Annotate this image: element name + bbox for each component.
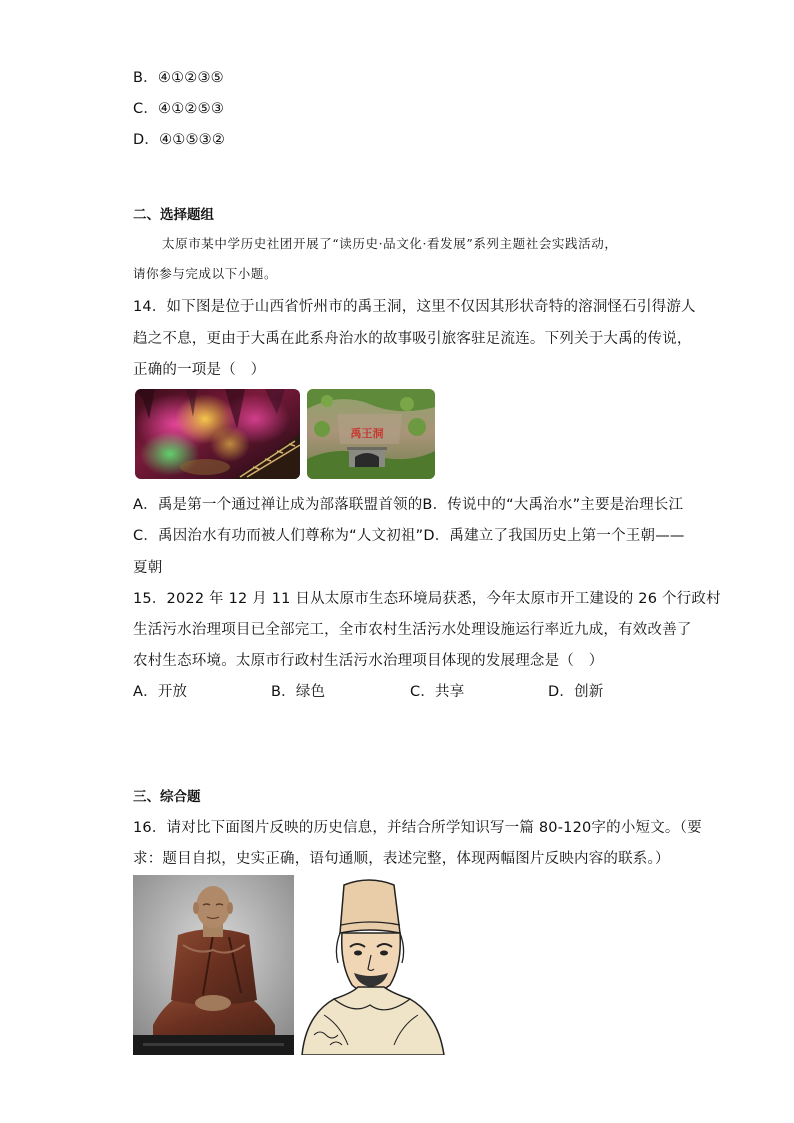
section3-heading: 三、综合题 xyxy=(133,789,201,805)
q14-stem-line1: 14．如下图是位于山西省忻州市的禹王洞，这里不仅因其形状奇特的溶洞怪石引得游人 xyxy=(133,299,696,315)
q15-stem-line1: 15．2022 年 12 月 11 日从太原市生态环境局获悉，今年太原市开工建设的 26 个行政村 xyxy=(133,591,721,607)
q13-option-d: D．④①⑤③② xyxy=(133,132,226,148)
section2-heading: 二、选择题组 xyxy=(133,207,214,223)
q13-option-c: C．④①②⑤③ xyxy=(133,101,225,117)
q15-stem-line3: 农村生态环境。太原市行政村生活污水治理项目体现的发展理念是（ ） xyxy=(133,653,604,669)
q15-stem-line2: 生活污水治理项目已全部完工，全市农村生活污水处理设施运行率近九成，有效改善了 xyxy=(133,622,692,638)
q13-option-b: B．④①②③⑤ xyxy=(133,70,224,86)
q14-stem-line2: 趋之不息，更由于大禹在此系舟治水的故事吸引旅客驻足流连。下列关于大禹的传说， xyxy=(133,331,692,347)
q14-options-line1: A．禹是第一个通过禅让成为部落联盟首领的B．传说中的“大禹治水”主要是治理长江 xyxy=(133,497,684,513)
seated-monk-statue-photo xyxy=(133,875,294,1055)
q15-option-b: B．绿色 xyxy=(271,684,326,700)
scholar-portrait-drawing xyxy=(294,875,447,1055)
q14-options-line3: 夏朝 xyxy=(133,560,163,576)
q15-option-d: D．创新 xyxy=(548,684,604,700)
q15-option-c: C．共享 xyxy=(410,684,465,700)
q16-stem-line2: 求：题目自拟，史实正确，语句通顺，表述完整，体现两幅图片反映内容的联系。） xyxy=(133,851,670,867)
q14-options-line2: C．禹因治水有功而被人们尊称为“人文初祖”D．禹建立了我国历史上第一个王朝—— xyxy=(133,528,685,544)
q15-option-a: A．开放 xyxy=(133,684,188,700)
q16-stem-line1: 16．请对比下面图片反映的历史信息，并结合所学知识写一篇 80-120字的小短文。（要 xyxy=(133,820,702,836)
section2-intro-line2: 请你参与完成以下小题。 xyxy=(133,266,278,281)
cave-interior-photo xyxy=(135,389,300,479)
section2-intro-line1: 太原市某中学历史社团开展了“读历史·品文化·看发展”系列主题社会实践活动， xyxy=(162,236,618,251)
cave-entrance-photo xyxy=(307,389,435,479)
cave-sign-text: 禹王洞 xyxy=(350,427,384,440)
q14-stem-line3: 正确的一项是（ ） xyxy=(133,362,266,378)
